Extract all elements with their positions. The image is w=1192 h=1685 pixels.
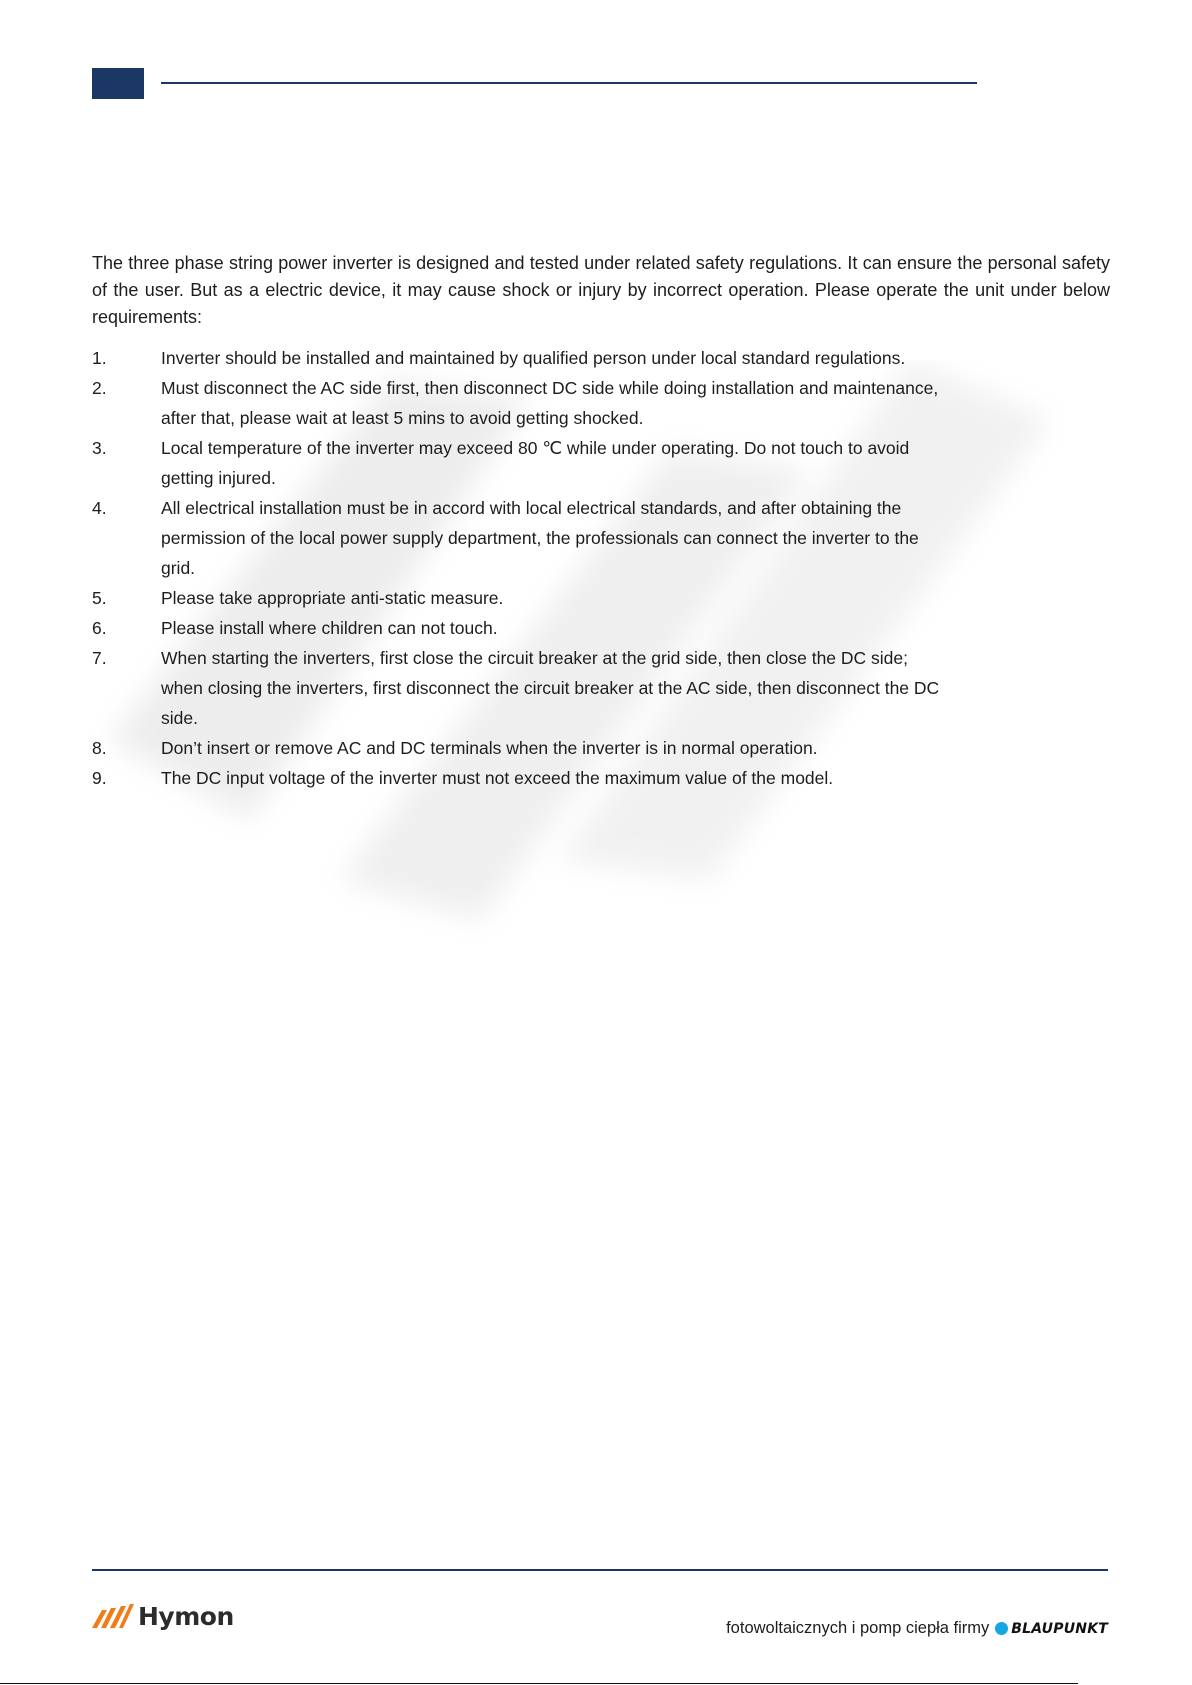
list-number: 1.: [92, 348, 107, 368]
list-item: [92, 433, 942, 493]
list-item: [92, 643, 942, 733]
list-item: [92, 493, 942, 583]
list-text: Please install where children can not touch.: [161, 618, 498, 638]
footer-tagline: [726, 1619, 1108, 1638]
list-text: The DC input voltage of the inverter must not exceed the maximum value of the model.: [161, 768, 834, 788]
bottom-rule: [0, 1683, 1078, 1684]
list-number: 5.: [92, 588, 107, 608]
list-number: 9.: [92, 768, 107, 788]
list-text: Don’t insert or remove AC and DC terminals when the inverter is in normal operation.: [161, 738, 818, 758]
tagline-text: fotowoltaicznych i pomp ciepła firmy: [726, 1619, 990, 1637]
blaupunkt-logo: BLAUPUNKT: [1011, 1620, 1108, 1637]
list-text: All electrical installation must be in accord with local electrical standards, and after obtaining the permission of the local power supply department, the professionals can connect the inverter to the grid.: [161, 498, 919, 578]
list-text: Please take appropriate anti-static measure.: [161, 588, 504, 608]
list-number: 7.: [92, 648, 107, 668]
logo-text: Hymon: [138, 1601, 234, 1631]
list-text: Local temperature of the inverter may exceed 80 ℃ while under operating. Do not touch to avoid getting injured.: [161, 438, 910, 488]
list-number: 6.: [92, 618, 107, 638]
list-text: When starting the inverters, first close the circuit breaker at the grid side, then close the DC side; when closing the inverters, first disconnect the circuit breaker at the AC side, then disconnect the DC side.: [161, 648, 940, 728]
requirements-list: [92, 343, 942, 793]
list-text: Must disconnect the AC side first, then disconnect DC side while doing installation and maintenance, after that, please wait at least 5 mins to avoid getting shocked.: [161, 378, 939, 428]
intro-paragraph: The three phase string power inverter is designed and tested under related safety regulations. It can ensure the personal safety of the user. But as a electric device, it may cause shock or injury by incorrect operation. Please operate the unit under below requirements:: [92, 253, 1110, 327]
blaupunkt-dot-icon: [995, 1622, 1008, 1635]
list-number: 4.: [92, 498, 107, 518]
list-item: [92, 733, 942, 763]
header-block: [92, 68, 144, 99]
list-number: 2.: [92, 378, 107, 398]
hymon-logo: [92, 1600, 234, 1632]
header-rule: [161, 82, 977, 84]
list-item: [92, 613, 942, 643]
list-item: [92, 373, 942, 433]
list-item: [92, 343, 942, 373]
list-item: [92, 583, 942, 613]
list-item: [92, 763, 942, 793]
hymon-stripes-icon: [92, 1602, 134, 1630]
list-number: 8.: [92, 738, 107, 758]
footer-rule: [92, 1569, 1108, 1571]
list-text: Inverter should be installed and maintained by qualified person under local standard regulations.: [161, 348, 906, 368]
list-number: 3.: [92, 438, 107, 458]
